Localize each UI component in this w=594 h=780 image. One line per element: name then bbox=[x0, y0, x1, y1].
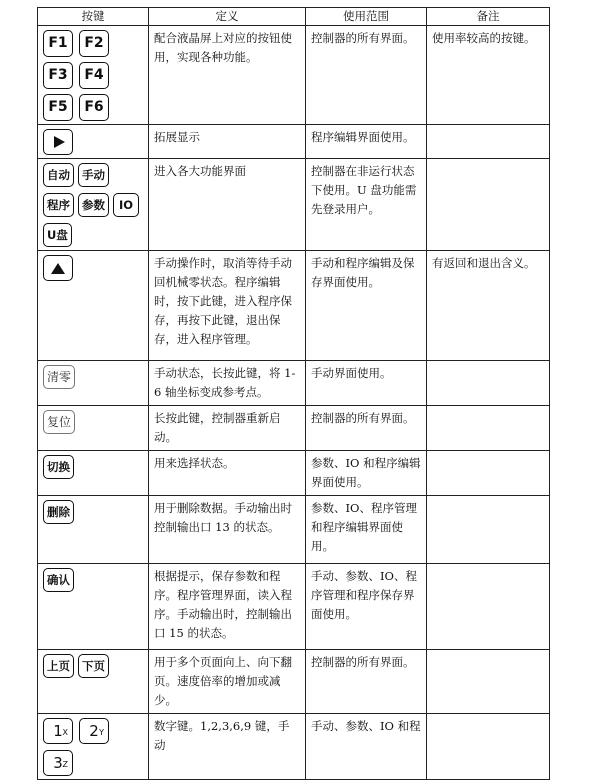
number-key-2: 2 Y bbox=[79, 718, 109, 744]
table-row bbox=[38, 125, 550, 159]
scope-cell: 参数、IO、程序管理和程序编辑界面使用。 bbox=[306, 496, 427, 564]
note-cell bbox=[427, 650, 550, 714]
header-scope: 使用范围 bbox=[306, 8, 427, 26]
header-key: 按键 bbox=[38, 8, 149, 26]
definition-cell: 用于删除数据。手动输出时控制输出口 13 的状态。 bbox=[149, 496, 306, 564]
table-row bbox=[38, 650, 550, 714]
table-row bbox=[38, 451, 550, 496]
scope-cell: 手动、参数、IO 和程 bbox=[306, 714, 427, 780]
key-function-table bbox=[37, 7, 550, 780]
f6-key: F6 bbox=[79, 94, 109, 121]
note-cell bbox=[427, 361, 550, 406]
table-row bbox=[38, 496, 550, 564]
table-row bbox=[38, 26, 550, 125]
number-key-1: 1 X bbox=[43, 718, 73, 744]
auto-key: 自动 bbox=[43, 163, 74, 187]
table-row bbox=[38, 714, 550, 780]
definition-cell: 用来选择状态。 bbox=[149, 451, 306, 496]
number-key-3: 3 Z bbox=[43, 750, 73, 776]
note-cell: 有返回和退出含义。 bbox=[427, 251, 550, 361]
program-key: 程序 bbox=[43, 193, 74, 217]
definition-cell: 长按此键，控制器重新启动。 bbox=[149, 406, 306, 451]
scope-cell: 控制器的所有界面。 bbox=[306, 26, 427, 125]
key-cell bbox=[38, 714, 149, 780]
key-cell bbox=[38, 251, 149, 361]
header-note: 备注 bbox=[427, 8, 550, 26]
scope-cell: 控制器在非运行状态下使用。U 盘功能需先登录用户。 bbox=[306, 159, 427, 251]
scope-cell: 手动和程序编辑及保存界面使用。 bbox=[306, 251, 427, 361]
note-cell bbox=[427, 159, 550, 251]
key-cell bbox=[38, 451, 149, 496]
header-definition: 定义 bbox=[149, 8, 306, 26]
usb-disk-key: U盘 bbox=[43, 223, 72, 247]
definition-cell: 手动操作时，取消等待手动回机械零状态。程序编辑时，按下此键，进入程序保存，再按下此键，退出保存，进入程序管理。 bbox=[149, 251, 306, 361]
key-cell bbox=[38, 496, 149, 564]
delete-key: 删除 bbox=[43, 500, 74, 524]
play-right-icon bbox=[43, 129, 73, 155]
scope-cell: 控制器的所有界面。 bbox=[306, 406, 427, 451]
key-cell bbox=[38, 159, 149, 251]
scope-cell: 控制器的所有界面。 bbox=[306, 650, 427, 714]
scope-cell: 参数、IO 和程序编辑界面使用。 bbox=[306, 451, 427, 496]
definition-cell: 拓展显示 bbox=[149, 125, 306, 159]
confirm-key: 确认 bbox=[43, 568, 74, 592]
key-cell bbox=[38, 650, 149, 714]
definition-cell: 数字键。1,2,3,6,9 键，手动 bbox=[149, 714, 306, 780]
key-cell bbox=[38, 26, 149, 125]
table-row bbox=[38, 564, 550, 650]
note-cell: 使用率较高的按键。 bbox=[427, 26, 550, 125]
key-cell bbox=[38, 125, 149, 159]
scope-cell: 程序编辑界面使用。 bbox=[306, 125, 427, 159]
scope-cell: 手动界面使用。 bbox=[306, 361, 427, 406]
table-row bbox=[38, 159, 550, 251]
triangle-up-icon bbox=[43, 255, 73, 281]
f2-key: F2 bbox=[79, 30, 109, 57]
f1-key: F1 bbox=[43, 30, 73, 57]
definition-cell: 用于多个页面向上、向下翻页。速度倍率的增加或减少。 bbox=[149, 650, 306, 714]
page-up-key: 上页 bbox=[43, 654, 74, 678]
note-cell bbox=[427, 564, 550, 650]
f5-key: F5 bbox=[43, 94, 73, 121]
io-key: IO bbox=[113, 193, 139, 217]
manual-key: 手动 bbox=[78, 163, 109, 187]
key-cell bbox=[38, 361, 149, 406]
definition-cell: 根据提示，保存参数和程序。程序管理界面，读入程序。手动输出时，控制输出口 15 的状态。 bbox=[149, 564, 306, 650]
note-cell bbox=[427, 496, 550, 564]
note-cell bbox=[427, 451, 550, 496]
table-row bbox=[38, 251, 550, 361]
key-cell bbox=[38, 406, 149, 451]
parameter-key: 参数 bbox=[78, 193, 109, 217]
clear-zero-key: 清零 bbox=[43, 365, 75, 389]
table-header-row bbox=[38, 8, 550, 26]
scope-cell: 手动、参数、IO、程序管理和程序保存界面使用。 bbox=[306, 564, 427, 650]
f3-key: F3 bbox=[43, 62, 73, 89]
table-row bbox=[38, 361, 550, 406]
note-cell bbox=[427, 125, 550, 159]
note-cell bbox=[427, 714, 550, 780]
f4-key: F4 bbox=[79, 62, 109, 89]
table-row bbox=[38, 406, 550, 451]
cropped-caption-fragment bbox=[37, 0, 97, 6]
note-cell bbox=[427, 406, 550, 451]
definition-cell: 配合液晶屏上对应的按钮使用，实现各种功能。 bbox=[149, 26, 306, 125]
definition-cell: 手动状态，长按此键，将 1-6 轴坐标变成参考点。 bbox=[149, 361, 306, 406]
switch-key: 切换 bbox=[43, 455, 74, 479]
reset-key: 复位 bbox=[43, 410, 75, 434]
page-down-key: 下页 bbox=[78, 654, 109, 678]
key-cell bbox=[38, 564, 149, 650]
definition-cell: 进入各大功能界面 bbox=[149, 159, 306, 251]
